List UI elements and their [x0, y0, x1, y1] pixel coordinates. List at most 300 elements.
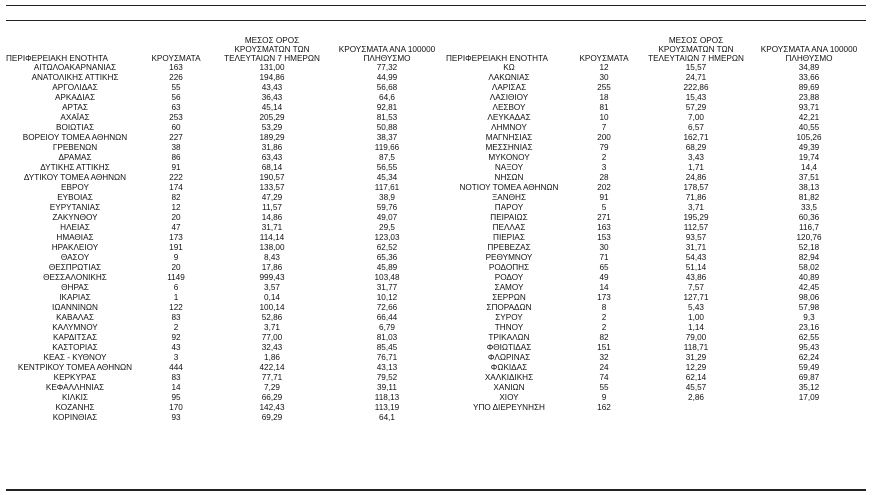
avg-cell: 1,71 [688, 163, 704, 172]
region-cell: ΠΕΛΛΑΣ [492, 223, 526, 232]
header-rule [6, 20, 866, 21]
header-avg-line2: ΚΡΟΥΣΜΑΤΩΝ ΤΩΝ [234, 45, 310, 54]
table-row [6, 153, 446, 163]
avg-cell: 36,43 [261, 93, 283, 102]
rate-cell: 33,5 [801, 203, 817, 212]
cases-cell: 18 [599, 93, 609, 102]
avg-cell: 31,86 [261, 143, 283, 152]
rate-cell: 38,9 [379, 193, 395, 202]
table-row [446, 113, 866, 123]
left-table [6, 26, 446, 423]
avg-cell: 68,14 [261, 163, 283, 172]
rate-cell: 81,82 [798, 193, 820, 202]
region-cell: ΘΗΡΑΣ [61, 283, 89, 292]
table-row [6, 373, 446, 383]
avg-cell: 51,14 [685, 263, 707, 272]
cases-cell: 86 [171, 153, 181, 162]
region-cell: ΦΘΙΩΤΙΔΑΣ [486, 343, 532, 352]
avg-cell: 133,57 [259, 183, 285, 192]
region-cell: ΛΕΥΚΑΔΑΣ [487, 113, 531, 122]
table-row [446, 183, 866, 193]
rate-cell: 45,34 [376, 173, 398, 182]
cases-cell: 2 [601, 323, 607, 332]
rate-cell: 82,94 [798, 253, 820, 262]
cases-cell: 162 [597, 403, 611, 412]
avg-cell: 17,86 [261, 263, 283, 272]
table-row [6, 83, 446, 93]
cases-cell: 6 [173, 283, 179, 292]
avg-cell: 5,43 [688, 303, 704, 312]
avg-cell: 52,86 [261, 313, 283, 322]
rate-cell: 38,13 [798, 183, 820, 192]
region-cell: ΕΒΡΟΥ [61, 183, 89, 192]
region-cell: ΗΜΑΘΙΑΣ [56, 233, 94, 242]
rate-cell: 123,03 [374, 233, 400, 242]
region-cell: ΚΙΛΚΙΣ [61, 393, 88, 402]
region-cell: ΛΑΚΩΝΙΑΣ [488, 73, 530, 82]
avg-cell: 31,71 [685, 243, 707, 252]
region-cell: ΦΩΚΙΔΑΣ [490, 363, 528, 372]
region-cell: ΚΕΡΚΥΡΑΣ [53, 373, 97, 382]
table-row [6, 363, 446, 373]
avg-cell: 43,43 [261, 83, 283, 92]
cases-cell: 444 [169, 363, 183, 372]
rate-cell: 81,03 [376, 333, 398, 342]
cases-cell: 174 [169, 183, 183, 192]
cases-cell: 92 [171, 333, 181, 342]
cases-cell: 63 [171, 103, 181, 112]
avg-cell: 114,14 [259, 233, 285, 242]
header-region: ΠΕΡΙΦΕΡΕΙΑΚΗ ΕΝΟΤΗΤΑ [446, 54, 548, 63]
left-table-body [6, 63, 446, 423]
avg-cell: 1,86 [264, 353, 280, 362]
cases-cell: 170 [169, 403, 183, 412]
avg-cell: 190,57 [259, 173, 285, 182]
avg-cell: 1,14 [688, 323, 704, 332]
avg-cell: 68,29 [685, 143, 707, 152]
region-cell: ΚΩ [503, 63, 515, 72]
rate-cell: 66,44 [376, 313, 398, 322]
region-cell: ΔΥΤΙΚΟΥ ΤΟΜΕΑ ΑΘΗΝΩΝ [23, 173, 127, 182]
header-rate-line2: ΠΛΗΘΥΣΜΟ [785, 54, 833, 63]
rate-cell: 79,52 [376, 373, 398, 382]
rate-cell: 34,89 [798, 63, 820, 72]
rate-cell: 87,5 [379, 153, 395, 162]
header-avg-line2: ΚΡΟΥΣΜΑΤΩΝ ΤΩΝ [658, 45, 734, 54]
table-row [6, 143, 446, 153]
region-cell: ΞΑΝΘΗΣ [491, 193, 527, 202]
rate-cell: 60,36 [798, 213, 820, 222]
table-row [446, 103, 866, 113]
region-cell: ΚΑΣΤΟΡΙΑΣ [52, 343, 98, 352]
cases-cell: 173 [597, 293, 611, 302]
cases-cell: 49 [599, 273, 609, 282]
avg-cell: 118,71 [683, 343, 709, 352]
table-row [6, 183, 446, 193]
avg-cell: 1,00 [688, 313, 704, 322]
rate-cell: 10,12 [376, 293, 398, 302]
header-avg-line3: ΤΕΛΕΥΤΑΙΩΝ 7 ΗΜΕΡΩΝ [648, 54, 744, 63]
cases-cell: 83 [171, 373, 181, 382]
cases-cell: 122 [169, 303, 183, 312]
table-row [446, 83, 866, 93]
region-cell: ΥΠΟ ΔΙΕΡΕΥΝΗΣΗ [473, 403, 545, 412]
rate-cell: 98,06 [798, 293, 820, 302]
region-cell: ΓΡΕΒΕΝΩΝ [52, 143, 98, 152]
cases-cell: 20 [171, 213, 181, 222]
avg-cell: 999,43 [259, 273, 285, 282]
cases-cell: 95 [171, 393, 181, 402]
table-row [6, 223, 446, 233]
rate-cell: 43,13 [376, 363, 398, 372]
region-cell: ΣΥΡΟΥ [495, 313, 523, 322]
avg-cell: 3,57 [264, 283, 280, 292]
table-row [446, 383, 866, 393]
avg-cell: 112,57 [683, 223, 709, 232]
table-row [6, 273, 446, 283]
rate-cell: 49,39 [798, 143, 820, 152]
region-cell: ΙΩΑΝΝΙΝΩΝ [52, 303, 98, 312]
rate-cell: 35,12 [798, 383, 820, 392]
region-cell: ΒΟΡΕΙΟΥ ΤΟΜΕΑ ΑΘΗΝΩΝ [22, 133, 128, 142]
rate-cell: 113,19 [374, 403, 400, 412]
region-cell: ΛΑΡΙΣΑΣ [491, 83, 527, 92]
cases-cell: 24 [599, 363, 609, 372]
avg-cell: 2,86 [688, 393, 704, 402]
table-row [446, 343, 866, 353]
rate-cell: 76,71 [376, 353, 398, 362]
avg-cell: 11,57 [262, 203, 282, 212]
region-cell: ΣΑΜΟΥ [494, 283, 524, 292]
table-row [6, 123, 446, 133]
avg-cell: 142,43 [259, 403, 285, 412]
avg-cell: 205,29 [259, 113, 285, 122]
region-cell: ΤΗΝΟΥ [494, 323, 524, 332]
table-row [446, 73, 866, 83]
avg-cell: 45,14 [261, 103, 283, 112]
avg-cell: 3,71 [688, 203, 704, 212]
header-avg [216, 36, 328, 63]
table-row [446, 253, 866, 263]
cases-cell: 74 [599, 373, 609, 382]
region-cell: ΣΠΟΡΑΔΩΝ [486, 303, 532, 312]
table-row [446, 393, 866, 403]
cases-cell: 9 [173, 253, 179, 262]
header-avg [640, 36, 752, 63]
header-avg-line1: ΜΕΣΟΣ ΟΡΟΣ [668, 36, 724, 45]
table-row [446, 123, 866, 133]
avg-cell: 162,71 [683, 133, 709, 142]
rate-cell: 59,76 [376, 203, 398, 212]
table-row [6, 203, 446, 213]
avg-cell: 62,14 [685, 373, 707, 382]
cases-cell: 255 [597, 83, 611, 92]
cases-cell: 28 [599, 173, 609, 182]
cases-cell: 91 [171, 163, 181, 172]
avg-cell: 195,29 [683, 213, 709, 222]
table-row [6, 63, 446, 73]
region-cell: ΚΑΛΥΜΝΟΥ [52, 323, 98, 332]
rate-cell: 57,98 [798, 303, 820, 312]
cases-cell: 14 [599, 283, 609, 292]
avg-cell: 15,57 [685, 63, 707, 72]
table-row [446, 283, 866, 293]
table-row [6, 213, 446, 223]
rate-cell: 85,45 [376, 343, 398, 352]
rate-cell: 120,76 [796, 233, 822, 242]
region-cell: ΗΡΑΚΛΕΙΟΥ [51, 243, 99, 252]
rate-cell: 118,13 [374, 393, 400, 402]
table-row [6, 343, 446, 353]
table-row [446, 63, 866, 73]
cases-cell: 1149 [167, 273, 185, 282]
header-cases: ΚΡΟΥΣΜΑΤΑ [579, 54, 629, 63]
region-cell: ΚΟΡΙΝΘΙΑΣ [52, 413, 98, 422]
cases-cell: 200 [597, 133, 611, 142]
cases-cell: 55 [171, 83, 181, 92]
table-row [446, 133, 866, 143]
cases-cell: 163 [169, 63, 183, 72]
cases-cell: 60 [171, 123, 181, 132]
region-cell: ΡΕΘΥΜΝΟΥ [485, 253, 533, 262]
cases-cell: 93 [171, 413, 181, 422]
cases-cell: 226 [169, 73, 183, 82]
rate-cell: 6,79 [379, 323, 395, 332]
avg-cell: 43,86 [685, 273, 707, 282]
table-row [446, 263, 866, 273]
avg-cell: 7,57 [688, 283, 704, 292]
cases-cell: 32 [599, 353, 609, 362]
rate-cell: 38,37 [376, 133, 398, 142]
table-row [446, 243, 866, 253]
avg-cell: 6,57 [688, 123, 704, 132]
cases-cell: 271 [597, 213, 611, 222]
region-cell: ΛΕΣΒΟΥ [492, 103, 526, 112]
table-row [446, 323, 866, 333]
table-row [6, 253, 446, 263]
rate-cell: 77,32 [376, 63, 398, 72]
cases-cell: 82 [171, 193, 181, 202]
avg-cell: 131,00 [259, 63, 285, 72]
rate-cell: 116,7 [799, 223, 819, 232]
avg-cell: 53,29 [261, 123, 283, 132]
region-cell: ΘΕΣΠΡΩΤΙΑΣ [48, 263, 102, 272]
rate-cell: 59,49 [798, 363, 820, 372]
table-row [6, 233, 446, 243]
region-cell: ΑΧΑΪΑΣ [60, 113, 90, 122]
cases-cell: 71 [599, 253, 609, 262]
cases-cell: 82 [599, 333, 609, 342]
region-cell: ΑΡΓΟΛΙΔΑΣ [52, 83, 98, 92]
table-row [6, 193, 446, 203]
region-cell: ΕΥΡΥΤΑΝΙΑΣ [49, 203, 101, 212]
region-cell: ΡΟΔΟΠΗΣ [488, 263, 530, 272]
table-row [6, 353, 446, 363]
header-avg-line1: ΜΕΣΟΣ ΟΡΟΣ [244, 36, 300, 45]
cases-cell: 55 [599, 383, 609, 392]
header-avg-line3: ΤΕΛΕΥΤΑΙΩΝ 7 ΗΜΕΡΩΝ [224, 54, 320, 63]
table-row [446, 193, 866, 203]
rate-cell: 42,21 [798, 113, 820, 122]
avg-cell: 7,00 [688, 113, 704, 122]
table-row [446, 143, 866, 153]
cases-cell: 222 [169, 173, 183, 182]
avg-cell: 15,43 [685, 93, 707, 102]
rate-cell: 58,02 [798, 263, 820, 272]
region-cell: ΡΟΔΟΥ [494, 273, 524, 282]
avg-cell: 138,00 [259, 243, 285, 252]
left-table-header [6, 26, 446, 63]
region-cell: ΚΕΝΤΡΙΚΟΥ ΤΟΜΕΑ ΑΘΗΝΩΝ [17, 363, 133, 372]
rate-cell: 95,43 [798, 343, 820, 352]
rate-cell: 103,48 [374, 273, 400, 282]
cases-cell: 14 [171, 383, 181, 392]
region-cell: ΔΥΤΙΚΗΣ ΑΤΤΙΚΗΣ [40, 163, 110, 172]
cases-cell: 12 [599, 63, 609, 72]
bottom-rule [6, 489, 866, 491]
table-row [6, 313, 446, 323]
cases-cell: 2 [173, 323, 179, 332]
rate-cell: 33,66 [798, 73, 820, 82]
avg-cell: 31,71 [261, 223, 283, 232]
region-cell: ΔΡΑΜΑΣ [58, 153, 92, 162]
cases-cell: 8 [601, 303, 607, 312]
avg-cell: 14,86 [261, 213, 283, 222]
avg-cell: 45,57 [685, 383, 707, 392]
avg-cell: 24,86 [685, 173, 707, 182]
table-row [6, 93, 446, 103]
table-row [6, 263, 446, 273]
cases-cell: 43 [171, 343, 181, 352]
rate-cell: 89,69 [798, 83, 820, 92]
rate-cell: 40,55 [798, 123, 820, 132]
avg-cell: 77,71 [261, 373, 283, 382]
rate-cell: 49,07 [376, 213, 398, 222]
region-cell: ΘΑΣΟΥ [60, 253, 90, 262]
rate-cell: 119,66 [374, 143, 400, 152]
table-row [446, 93, 866, 103]
table-row [446, 313, 866, 323]
cases-cell: 1 [173, 293, 179, 302]
header-rate-line1: ΚΡΟΥΣΜΑΤΑ ΑΝΑ 100000 [760, 45, 858, 54]
region-cell: ΝΑΞΟΥ [494, 163, 524, 172]
right-table [446, 26, 866, 413]
region-cell: ΚΕΑΣ - ΚΥΘΝΟΥ [43, 353, 107, 362]
cases-cell: 2 [601, 153, 607, 162]
cases-cell: 227 [169, 133, 183, 142]
rate-cell: 44,99 [376, 73, 398, 82]
region-cell: ΚΑΡΔΙΤΣΑΣ [52, 333, 98, 342]
rate-cell: 37,51 [798, 173, 820, 182]
rate-cell: 42,45 [798, 283, 820, 292]
table-row [446, 173, 866, 183]
table-row [6, 163, 446, 173]
avg-cell: 69,29 [261, 413, 283, 422]
table-row [446, 363, 866, 373]
region-cell: ΒΟΙΩΤΙΑΣ [55, 123, 95, 132]
header-cases: ΚΡΟΥΣΜΑΤΑ [151, 54, 201, 63]
table-row [6, 243, 446, 253]
avg-cell: 189,29 [259, 133, 285, 142]
region-cell: ΚΑΒΑΛΑΣ [56, 313, 94, 322]
rate-cell: 40,89 [798, 273, 820, 282]
rate-cell: 14,4 [801, 163, 817, 172]
avg-cell: 422,14 [259, 363, 285, 372]
rate-cell: 9,3 [803, 313, 815, 322]
avg-cell: 32,43 [261, 343, 283, 352]
cases-cell: 47 [171, 223, 181, 232]
table-row [446, 153, 866, 163]
table-row [6, 383, 446, 393]
region-cell: ΙΚΑΡΙΑΣ [59, 293, 91, 302]
region-cell: ΘΕΣΣΑΛΟΝΙΚΗΣ [43, 273, 107, 282]
table-row [446, 403, 866, 413]
table-row [6, 323, 446, 333]
rate-cell: 50,88 [376, 123, 398, 132]
cases-cell: 20 [171, 263, 181, 272]
table-row [446, 223, 866, 233]
rate-cell: 72,66 [376, 303, 398, 312]
cases-cell: 3 [173, 353, 179, 362]
region-cell: ΠΙΕΡΙΑΣ [493, 233, 525, 242]
rate-cell: 92,81 [376, 103, 398, 112]
rate-cell: 64,6 [379, 93, 395, 102]
avg-cell: 63,43 [261, 153, 283, 162]
avg-cell: 24,71 [685, 73, 707, 82]
table-row [6, 413, 446, 423]
avg-cell: 77,00 [261, 333, 283, 342]
cases-cell: 202 [597, 183, 611, 192]
region-cell: ΑΝΑΤΟΛΙΚΗΣ ΑΤΤΙΚΗΣ [31, 73, 119, 82]
cases-cell: 91 [599, 193, 609, 202]
region-cell: ΜΥΚΟΝΟΥ [488, 153, 530, 162]
rate-cell: 39,11 [377, 383, 397, 392]
cases-cell: 9 [601, 393, 607, 402]
table-row [6, 133, 446, 143]
header-rate [752, 45, 866, 63]
table-row [6, 283, 446, 293]
region-cell: ΠΕΙΡΑΙΩΣ [490, 213, 528, 222]
avg-cell: 3,43 [688, 153, 704, 162]
cases-cell: 79 [599, 143, 609, 152]
rate-cell: 65,36 [376, 253, 398, 262]
rate-cell: 81,53 [376, 113, 398, 122]
region-cell: ΧΑΝΙΩΝ [493, 383, 525, 392]
rate-cell: 62,55 [798, 333, 820, 342]
region-cell: ΑΡΚΑΔΙΑΣ [54, 93, 96, 102]
table-row [446, 273, 866, 283]
avg-cell: 127,71 [683, 293, 709, 302]
avg-cell: 31,29 [685, 353, 707, 362]
rate-cell: 62,24 [798, 353, 820, 362]
cases-cell: 56 [171, 93, 181, 102]
region-cell: ΜΕΣΣΗΝΙΑΣ [485, 143, 533, 152]
cases-cell: 7 [601, 123, 607, 132]
region-cell: ΚΕΦΑΛΛΗΝΙΑΣ [45, 383, 105, 392]
table-row [6, 393, 446, 403]
rate-cell: 93,71 [798, 103, 820, 112]
avg-cell: 178,57 [683, 183, 709, 192]
region-cell: ΚΟΖΑΝΗΣ [55, 403, 95, 412]
table-row [446, 303, 866, 313]
region-cell: ΖΑΚΥΝΘΟΥ [52, 213, 98, 222]
avg-cell: 54,43 [685, 253, 707, 262]
region-cell: ΕΥΒΟΙΑΣ [57, 193, 93, 202]
region-cell: ΑΙΤΩΛΟΑΚΑΡΝΑΝΙΑΣ [33, 63, 117, 72]
rate-cell: 117,61 [374, 183, 400, 192]
avg-cell: 3,71 [264, 323, 280, 332]
cases-cell: 12 [171, 203, 181, 212]
